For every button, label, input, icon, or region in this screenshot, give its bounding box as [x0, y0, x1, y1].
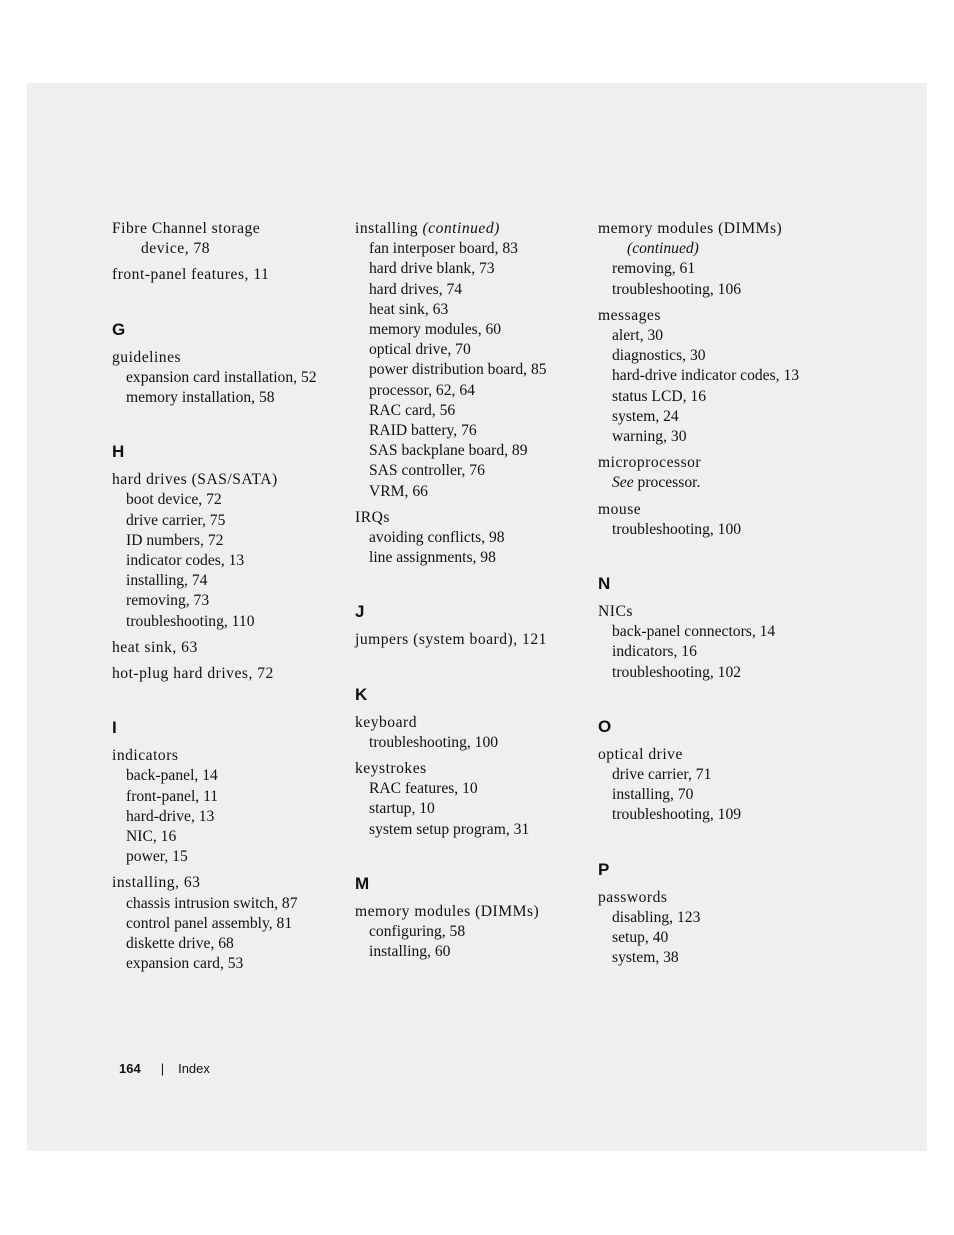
index-subentry: RAID battery, 76	[369, 422, 477, 440]
index-subentry: power distribution board, 85	[369, 361, 547, 379]
index-column-3	[598, 219, 799, 968]
index-subentry: indicator codes, 13	[126, 552, 245, 570]
continued-label	[598, 239, 799, 259]
index-letter-heading: M	[355, 873, 370, 893]
index-subentry: fan interposer board, 83	[369, 240, 518, 258]
index-subentry: front-panel, 11	[126, 787, 219, 805]
index-subentry: memory installation, 58	[126, 389, 275, 407]
footer-section-title: Index	[178, 1061, 210, 1076]
index-subentry: optical drive, 70	[369, 341, 471, 359]
index-subentry: troubleshooting, 109	[612, 806, 742, 824]
index-subentry: setup, 40	[612, 929, 669, 947]
index-subentry: hard-drive, 13	[126, 807, 215, 825]
index-subentry: troubleshooting, 106	[612, 280, 742, 298]
index-subentry: boot device, 72	[126, 491, 222, 509]
index-subentry: troubleshooting, 100	[612, 520, 742, 538]
index-subentry: drive carrier, 75	[126, 511, 226, 529]
index-subentry: status LCD, 16	[612, 387, 706, 405]
index-entry: microprocessor	[598, 454, 702, 472]
index-subentry: disabling, 123	[612, 908, 701, 926]
index-entry: front-panel features, 11	[112, 266, 270, 284]
page	[27, 83, 927, 1151]
index-subentry: SAS controller, 76	[369, 462, 485, 480]
index-subentry: warning, 30	[612, 428, 687, 446]
index-entry: memory modules (DIMMs)	[598, 220, 783, 237]
continued-label: (continued)	[422, 220, 500, 237]
index-column-2	[355, 219, 547, 962]
index-entry	[355, 219, 547, 239]
index-subentry: chassis intrusion switch, 87	[126, 894, 298, 912]
index-subentry: removing, 73	[126, 592, 210, 610]
index-entry: hard drives (SAS/SATA)	[112, 471, 278, 489]
see-target: processor.	[637, 474, 701, 492]
index-entry: optical drive	[598, 745, 683, 763]
index-subentry: ID numbers, 72	[126, 531, 224, 549]
index-subentry: hard-drive indicator codes, 13	[612, 367, 800, 385]
index-subentry: expansion card installation, 52	[126, 368, 317, 386]
index-subentry: configuring, 58	[369, 923, 466, 941]
index-subentry: system setup program, 31	[369, 820, 530, 838]
index-entry-continuation: device, 78	[141, 240, 211, 258]
index-subentry: system, 24	[612, 407, 679, 425]
index-entry: keystrokes	[355, 760, 427, 778]
index-entry: keyboard	[355, 713, 418, 731]
index-subentry: control panel assembly, 81	[126, 914, 293, 932]
index-entry: mouse	[598, 500, 642, 518]
index-entry: passwords	[598, 888, 668, 906]
index-subentry: VRM, 66	[369, 482, 428, 500]
index-subentry: power, 15	[126, 848, 188, 866]
index-entry: hot-plug hard drives, 72	[112, 665, 274, 683]
index-entry: Fibre Channel storage	[112, 220, 261, 237]
index-subentry: back-panel connectors, 14	[612, 623, 776, 641]
index-subentry: expansion card, 53	[126, 955, 244, 973]
index-entry: NICs	[598, 603, 633, 621]
index-subentry: troubleshooting, 102	[612, 663, 742, 681]
index-subentry: removing, 61	[612, 260, 696, 278]
index-subentry: troubleshooting, 110	[126, 612, 255, 630]
index-letter-heading: G	[112, 319, 126, 339]
index-subentry: installing, 70	[612, 786, 694, 804]
index-letter-heading: I	[112, 718, 117, 738]
index-letter-heading: K	[355, 684, 368, 704]
index-letter-heading: H	[112, 442, 125, 462]
index-subentry: alert, 30	[612, 327, 664, 345]
index-subentry: troubleshooting, 100	[369, 733, 499, 751]
index-subentry: memory modules, 60	[369, 321, 502, 339]
index-entry: heat sink, 63	[112, 638, 198, 656]
index-entry: messages	[598, 306, 661, 324]
see-label: See	[612, 474, 634, 492]
index-letter-heading: P	[598, 859, 610, 879]
index-entry: jumpers (system board), 121	[355, 631, 547, 649]
continued-text: (continued)	[627, 240, 699, 258]
index-entry: indicators	[112, 747, 179, 765]
index-subentry: installing, 60	[369, 943, 451, 961]
index-subentry: indicators, 16	[612, 643, 697, 661]
index-entry: guidelines	[112, 348, 182, 366]
index-subentry: drive carrier, 71	[612, 766, 712, 784]
index-subentry: RAC card, 56	[369, 401, 456, 419]
index-subentry: heat sink, 63	[369, 300, 449, 318]
index-entry: installing, 63	[112, 874, 201, 892]
index-subentry: RAC features, 10	[369, 780, 478, 798]
page-number: 164	[119, 1061, 141, 1076]
index-subentry: hard drive blank, 73	[369, 260, 495, 278]
index-subentry: system, 38	[612, 949, 679, 967]
index-subentry: hard drives, 74	[369, 280, 463, 298]
footer-separator: |	[160, 1061, 165, 1076]
index-subentry: back-panel, 14	[126, 767, 218, 785]
index-see-reference	[598, 473, 799, 493]
index-subentry: diskette drive, 68	[126, 935, 234, 953]
index-entry: memory modules (DIMMs)	[355, 902, 540, 920]
index-entry-text: installing	[355, 220, 419, 237]
page-footer	[119, 1061, 210, 1077]
index-subentry: installing, 74	[126, 572, 208, 590]
index-subentry: NIC, 16	[126, 828, 177, 846]
index-letter-heading: N	[598, 574, 611, 594]
index-entry: IRQs	[355, 508, 390, 526]
index-subentry: line assignments, 98	[369, 549, 496, 567]
index-letter-heading: O	[598, 716, 612, 736]
index-column-1	[112, 219, 317, 974]
index-subentry: avoiding conflicts, 98	[369, 529, 505, 547]
index-subentry: SAS backplane board, 89	[369, 442, 528, 460]
index-subentry: startup, 10	[369, 800, 435, 818]
index-subentry: diagnostics, 30	[612, 347, 706, 365]
index-letter-heading: J	[355, 602, 365, 622]
index-subentry: processor, 62, 64	[369, 381, 475, 399]
